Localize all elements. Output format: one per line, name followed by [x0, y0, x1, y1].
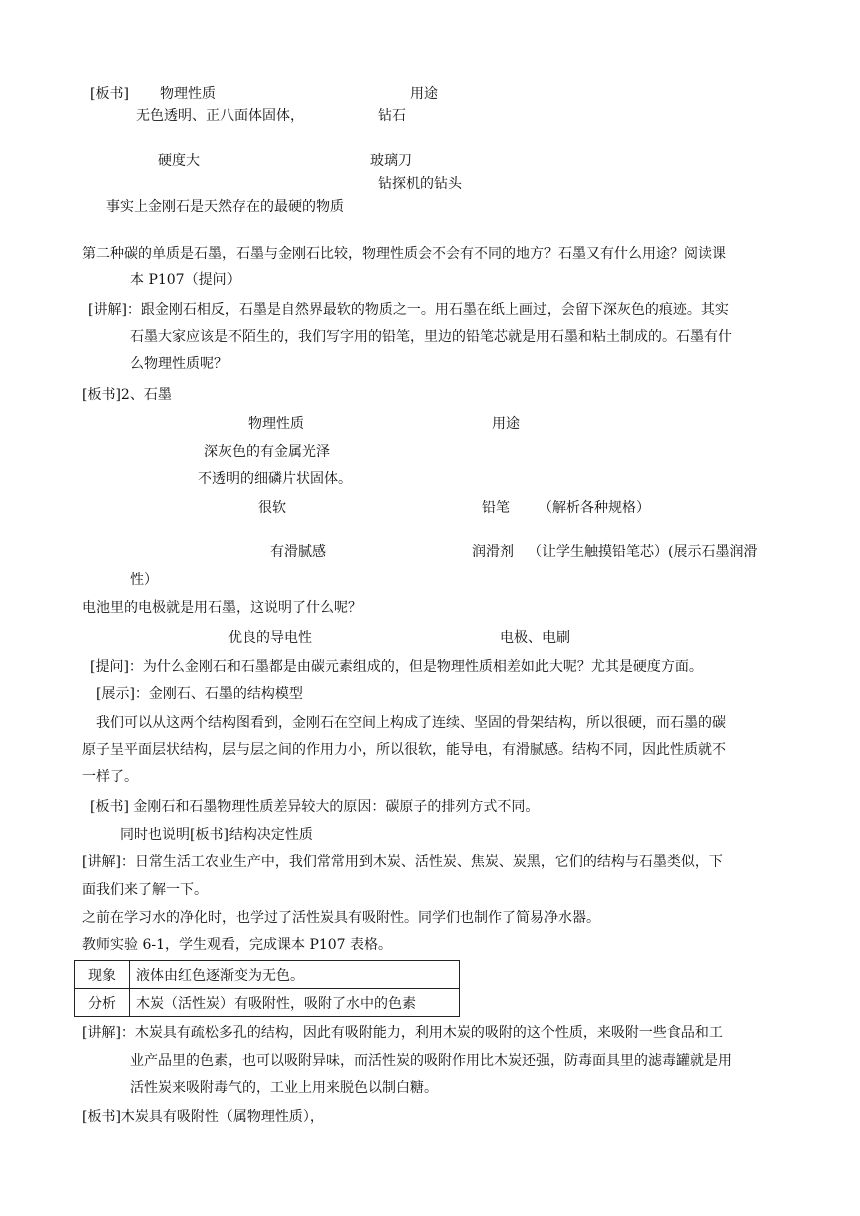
question-line: [提问]：为什么金刚石和石墨都是由碳元素组成的，但是物理性质相差如此大呢？尤其是硬度方面。: [90, 659, 703, 675]
graphite-intro-line-2: 本 P107（提问）: [130, 272, 241, 288]
graphite-property-4: 有滑腻感: [270, 544, 326, 560]
table-cell-value: 液体由红色逐渐变为无色。: [130, 961, 460, 989]
explain-3-line-3: 活性炭来吸附毒气的，工业上用来脱色以制白糖。: [130, 1080, 438, 1096]
graphite-intro-line-1: 第二种碳的单质是石墨，石墨与金刚石比较，物理性质会不会有不同的地方？石墨又有什么用途？阅读课: [82, 246, 726, 262]
battery-question: 电池里的电极就是用石墨，这说明了什么呢？: [82, 600, 362, 616]
graphite-property-1: 深灰色的有金属光泽: [204, 444, 330, 460]
graphite-use-4: 润滑剂: [472, 544, 514, 560]
graphite-note-4: （让学生触摸铅笔芯）(展示石墨润滑: [528, 544, 758, 560]
experiment-line: 教师实验 6-1，学生观看，完成课本 P107 表格。: [82, 937, 393, 953]
diamond-fact: 事实上金刚石是天然存在的最硬的物质: [106, 199, 344, 215]
graphite-col-use: 用途: [492, 416, 520, 432]
display-line: [展示]：金刚石、石墨的结构模型: [96, 686, 303, 702]
diamond-use-3: 钻探机的钻头: [378, 176, 462, 192]
explain-1-line-1: [讲解]：跟金刚石相反，石墨是自然界最软的物质之一。用石墨在纸上画过，会留下深灰色的痕迹。其实: [88, 302, 729, 318]
graphite-note-3: （解析各种规格）: [538, 500, 650, 516]
diamond-property-1: 无色透明、正八面体固体，: [136, 108, 304, 124]
diamond-use-2: 玻璃刀: [370, 153, 412, 169]
board-structure: 同时也说明[板书]结构决定性质: [120, 827, 313, 843]
table-row: [75, 961, 460, 989]
table-cell-key: 分析: [75, 989, 130, 1017]
graphite-note-4-cont: 性）: [130, 572, 158, 588]
explain-1-line-2: 石墨大家应该是不陌生的，我们写字用的铅笔，里边的铅笔芯就是用石墨和粘土制成的。石墨有什: [130, 329, 732, 345]
explain-2-line-2: 面我们来了解一下。: [82, 882, 208, 898]
graphite-use-5: 电极、电刷: [500, 630, 570, 646]
board-charcoal: [板书]木炭具有吸附性（属物理性质），: [82, 1109, 324, 1125]
structure-line-2: 原子呈平面层状结构，层与层之间的作用力小，所以很软，能导电，有滑腻感。结构不同，因此性质就不: [82, 742, 726, 758]
table-cell-key: 现象: [75, 961, 130, 989]
board-tag: [板书]: [90, 86, 129, 102]
explain-2-line-1: [讲解]：日常生活工农业生产中，我们常常用到木炭、活性炭、焦炭、炭黑，它们的结构与石墨类似，下: [82, 854, 723, 870]
structure-line-3: 一样了。: [82, 769, 138, 785]
graphite-property-3: 很软: [258, 500, 286, 516]
graphite-use-3: 铅笔: [482, 500, 510, 516]
graphite-property-2: 不透明的细磷片状固体。: [198, 471, 352, 487]
board-reason: [板书] 金刚石和石墨物理性质差异较大的原因：碳原子的排列方式不同。: [90, 799, 540, 815]
graphite-board-title: [板书]2、石墨: [82, 387, 172, 403]
structure-line-1: 我们可以从这两个结构图看到，金刚石在空间上构成了连续、坚固的骨架结构，所以很硬，而石墨的碳: [96, 715, 726, 731]
table-row: [75, 989, 460, 1017]
water-purify-line: 之前在学习水的净化时，也学过了活性炭具有吸附性。同学们也制作了简易净水器。: [82, 910, 600, 926]
table-cell-value: 木炭（活性炭）有吸附性，吸附了水中的色素: [130, 989, 460, 1017]
explain-3-line-1: [讲解]：木炭具有疏松多孔的结构，因此有吸附能力，利用木炭的吸附的这个性质，来吸附一些食品和工: [82, 1025, 723, 1041]
experiment-table: [74, 960, 460, 1017]
graphite-col-property: 物理性质: [248, 416, 304, 432]
explain-1-line-3: 么物理性质呢？: [130, 356, 228, 372]
col-use: 用途: [410, 86, 438, 102]
graphite-property-5: 优良的导电性: [228, 630, 312, 646]
diamond-property-2: 硬度大: [158, 153, 200, 169]
diamond-use-1: 钻石: [378, 108, 406, 124]
col-physical-property: 物理性质: [160, 86, 216, 102]
explain-3-line-2: 业产品里的色素，也可以吸附异味，而活性炭的吸附作用比木炭还强，防毒面具里的滤毒罐就是用: [130, 1053, 732, 1069]
